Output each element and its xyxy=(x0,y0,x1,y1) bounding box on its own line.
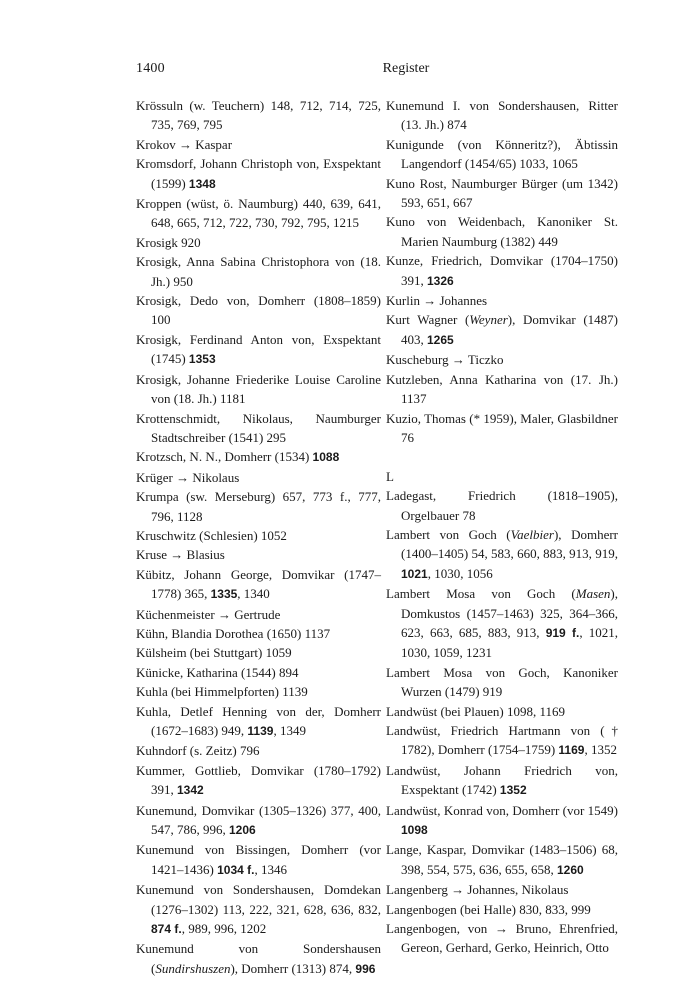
index-entry xyxy=(386,919,618,958)
entry-text: , 1030, 1056 xyxy=(427,565,493,581)
index-entry xyxy=(386,310,618,350)
entry-text: Kuscheburg → Ticzko xyxy=(386,352,504,368)
entry-text: Landwüst (bei Plauen) 1098, 1169 xyxy=(386,703,565,719)
index-entry xyxy=(386,212,618,251)
entry-text: Kunemund, Domvikar (1305–1326) 377, 400, 547, 786, 996, xyxy=(136,802,381,838)
entry-text: Kühn, Blandia Dorothea (1650) 1137 xyxy=(136,625,331,641)
entry-text: Künicke, Katharina (1544) 894 xyxy=(136,664,299,680)
entry-main-reference: 874 f. xyxy=(151,922,182,937)
index-entry xyxy=(386,350,618,369)
entry-text: Krosigk, Dedo von, Domherr (1808–1859) 100 xyxy=(136,293,381,328)
index-column-left xyxy=(136,96,381,979)
entry-text: Kunze, Friedrich, Domvikar (1704–1750) 391, xyxy=(386,253,618,288)
entry-text: Kromsdorf, Johann Christoph von, Exspektant (1599) xyxy=(136,156,381,191)
entry-main-reference: 996 xyxy=(355,961,376,976)
index-entry xyxy=(136,840,381,880)
entry-main-reference: 1326 xyxy=(427,273,454,288)
index-entry xyxy=(386,663,618,702)
entry-main-reference: 1265 xyxy=(427,332,454,347)
index-entry xyxy=(136,96,381,135)
entry-text: , 989, 996, 1202 xyxy=(181,921,267,937)
entry-text: Kurlin → Johannes xyxy=(386,293,488,309)
entry-text: Kuhla, Detlef Henning von der, Domherr (1672–1683) 949, xyxy=(136,703,381,738)
entry-text: ), Domkustos (1457–1463) 325, 364–366, 623, 663, 685, 883, 913, xyxy=(401,586,618,640)
index-entry xyxy=(136,682,381,701)
index-entry xyxy=(136,252,381,291)
index-entry xyxy=(386,761,618,801)
entry-main-reference: 1342 xyxy=(177,783,204,798)
entry-text: Landwüst, Konrad von, Domherr (vor 1549) xyxy=(386,802,618,818)
entry-text: Krokov → Kaspar xyxy=(136,136,233,152)
index-entry xyxy=(136,468,381,487)
entry-main-reference: 1348 xyxy=(188,176,216,191)
entry-text: Langenbogen (bei Halle) 830, 833, 999 xyxy=(386,901,591,917)
index-entry xyxy=(136,487,381,526)
index-entry xyxy=(136,447,381,467)
index-entry xyxy=(386,702,618,721)
entry-main-reference: 1353 xyxy=(188,352,216,367)
index-entry xyxy=(386,174,618,213)
index-entry xyxy=(386,291,618,310)
entry-text: Krotzsch, N. N., Domherr (1534) xyxy=(136,449,313,465)
entry-text: ), Domherr (1313) 874, xyxy=(230,960,356,976)
entry-main-reference: 1034 f. xyxy=(217,862,255,877)
entry-variant-name: Vaelbier xyxy=(510,526,554,542)
entry-variant-name: Weyner xyxy=(469,312,508,328)
entry-text: Kutzleben, Anna Katharina von (17. Jh.) 1137 xyxy=(386,371,618,407)
entry-text: Küchenmeister → Gertrude xyxy=(136,606,281,622)
entry-main-reference: 919 f. xyxy=(545,625,580,640)
entry-text: Lambert Mosa von Goch, Kanoniker Wurzen (1479) 919 xyxy=(386,664,618,700)
entry-text: , 1352 xyxy=(584,742,617,758)
entry-text: , 1346 xyxy=(254,861,287,877)
entry-text: ), Domvikar (1487) 403, xyxy=(401,312,618,347)
entry-main-reference: 1088 xyxy=(312,450,340,465)
index-entry xyxy=(136,233,381,252)
entry-text: , 1340 xyxy=(237,586,270,602)
entry-text: , 1021, 1030, 1059, 1231 xyxy=(401,624,618,661)
entry-text: Lambert Mosa von Goch ( xyxy=(386,586,576,602)
entry-text: Kruschwitz (Schlesien) 1052 xyxy=(136,527,287,543)
index-entry xyxy=(136,624,381,643)
index-entry xyxy=(136,526,381,545)
entry-text: Kübitz, Johann George, Domvikar (1747–1778) 365, xyxy=(136,566,381,602)
index-entry xyxy=(386,370,618,409)
entry-text: ), Domherr (1400–1405) 54, 583, 660, 883, 913, 919, xyxy=(401,526,618,562)
entry-text: Külsheim (bei Stuttgart) 1059 xyxy=(136,645,292,661)
entry-text: Krosigk, Anna Sabina Christophora von (18. Jh.) 950 xyxy=(136,254,381,289)
entry-text: Landwüst, Johann Friedrich von, Exspektant (1742) xyxy=(386,762,618,798)
index-entry xyxy=(136,663,381,682)
index-entry xyxy=(136,939,381,979)
entry-text: Krosigk, Johanne Friederike Louise Caroline von (18. Jh.) 1181 xyxy=(136,371,381,407)
entry-text: Kuzio, Thomas (* 1959), Maler, Glasbildner 76 xyxy=(386,410,618,445)
entry-text: Kuno Rost, Naumburger Bürger (um 1342) 593, 651, 667 xyxy=(386,175,618,211)
entry-text: Kummer, Gottlieb, Domvikar (1780–1792) 391, xyxy=(136,762,381,798)
entry-text: Krosigk 920 xyxy=(136,234,201,250)
index-entry xyxy=(386,251,618,291)
entry-text: Kunigunde (von Könneritz?), Äbtissin Langendorf (1454/65) 1033, 1065 xyxy=(386,136,618,172)
entry-main-reference: 1260 xyxy=(557,862,584,877)
index-entry xyxy=(136,291,381,330)
entry-variant-name: Masen xyxy=(575,586,611,602)
entry-text: Kruse → Blasius xyxy=(136,547,225,563)
index-entry xyxy=(386,840,618,880)
entry-text: Krössuln (w. Teuchern) 148, 712, 714, 725, 735, 769, 795 xyxy=(136,98,381,133)
entry-text: Ladegast, Friedrich (1818–1905), Orgelbauer 78 xyxy=(386,488,618,523)
entry-text: Lange, Kaspar, Domvikar (1483–1506) 68, 398, 554, 575, 636, 655, 658, xyxy=(386,842,618,877)
entry-text: Krottenschmidt, Nikolaus, Naumburger Stadtschreiber (1541) 295 xyxy=(136,410,381,445)
index-entry xyxy=(386,135,618,174)
index-entry xyxy=(136,702,381,742)
index-entry xyxy=(386,525,618,584)
index-entry xyxy=(136,545,381,564)
entry-text: Langenbogen, von → Bruno, Ehrenfried, Gereon, Gerhard, Gerko, Heinrich, Otto xyxy=(386,921,618,956)
entry-text: Kuhndorf (s. Zeitz) 796 xyxy=(136,743,260,759)
entry-main-reference: 1352 xyxy=(499,783,527,798)
index-entry xyxy=(386,96,618,135)
entry-text: Krüger → Nikolaus xyxy=(136,469,240,485)
index-entry xyxy=(386,880,618,899)
entry-text: Landwüst, Friedrich Hartmann von († 1782), Domherr (1754–1759) xyxy=(386,722,618,758)
entry-text: Kunemund von Bissingen, Domherr (vor 1421–1436) xyxy=(136,842,381,877)
index-entry xyxy=(136,409,381,448)
entry-main-reference: 1335 xyxy=(210,587,238,602)
entry-text: Krumpa (sw. Merseburg) 657, 773 f., 777, 796, 1128 xyxy=(136,489,381,524)
index-entry xyxy=(386,409,618,448)
index-entry xyxy=(136,565,381,605)
index-entry xyxy=(386,486,618,525)
index-entry xyxy=(386,584,618,663)
index-entry xyxy=(136,643,381,662)
index-entry xyxy=(136,194,381,233)
entry-variant-name: Sundirshuszen xyxy=(155,960,231,976)
index-entry xyxy=(136,761,381,801)
entry-text: Lambert von Goch ( xyxy=(386,526,511,542)
entry-text: Kunemund von Sondershausen, Domdekan (1276–1302) 113, 222, 321, 628, 636, 832, xyxy=(136,882,381,917)
index-entry xyxy=(386,801,618,841)
entry-text: Langenberg → Johannes, Nikolaus xyxy=(386,882,569,898)
entry-text: Kurt Wagner ( xyxy=(386,312,470,328)
entry-main-reference: 1206 xyxy=(229,823,256,838)
entry-text: Kuno von Weidenbach, Kanoniker St. Marien Naumburg (1382) 449 xyxy=(386,214,618,249)
index-entry xyxy=(386,900,618,919)
entry-main-reference: 1169 xyxy=(558,743,585,758)
index-entry xyxy=(136,135,381,154)
index-entry xyxy=(136,880,381,939)
entry-main-reference: 1139 xyxy=(247,724,274,738)
index-entry xyxy=(136,741,381,760)
running-head: Register xyxy=(382,61,430,76)
page-number: 1400 xyxy=(136,61,165,76)
index-entry xyxy=(136,370,381,409)
index-entry xyxy=(386,721,618,761)
entry-text: Kunemund I. von Sondershausen, Ritter (13. Jh.) 874 xyxy=(386,98,618,133)
section-letter-heading: L xyxy=(386,468,394,484)
entry-text: Krosigk, Ferdinand Anton von, Exspektant (1745) xyxy=(136,331,381,367)
entry-text: Kuhla (bei Himmelpforten) 1139 xyxy=(136,684,308,700)
entry-text: Kroppen (wüst, ö. Naumburg) 440, 639, 641, 648, 665, 712, 722, 730, 792, 795, 1215 xyxy=(136,196,381,231)
index-column-right xyxy=(386,96,618,958)
index-entry xyxy=(136,330,381,370)
index-entry xyxy=(136,154,381,194)
index-entry xyxy=(136,801,381,841)
entry-main-reference: 1021 xyxy=(401,566,428,581)
entry-text: Kunemund von Sondershausen ( xyxy=(136,941,381,976)
entry-text: , 1349 xyxy=(273,723,306,738)
entry-main-reference: 1098 xyxy=(401,823,428,838)
index-entry xyxy=(136,605,381,624)
